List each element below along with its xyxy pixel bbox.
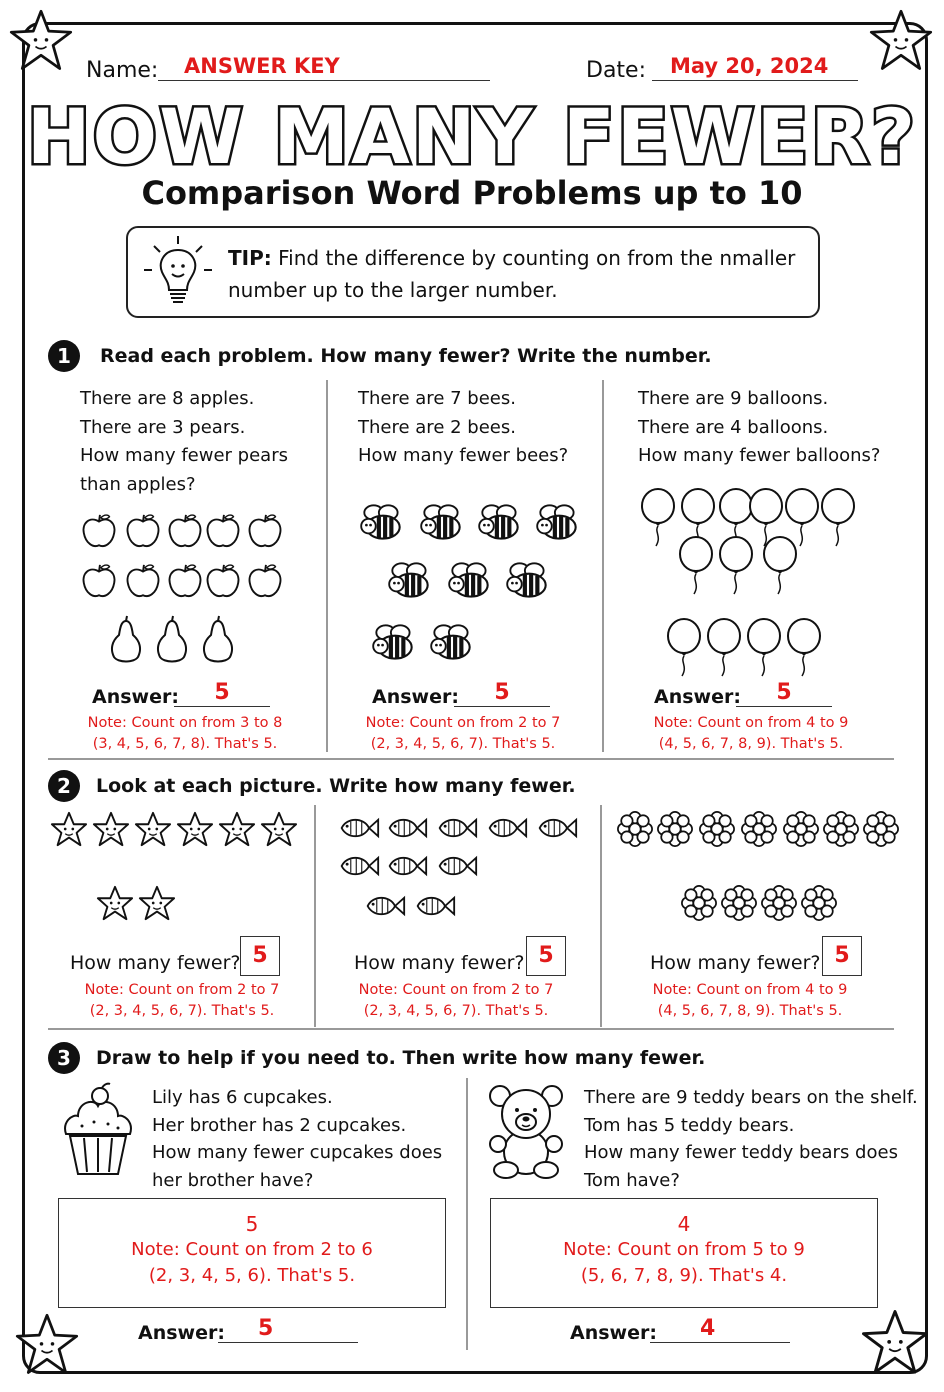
flower-icon — [698, 810, 736, 848]
how-many-fewer-label: How many fewer? — [70, 952, 241, 974]
name-field[interactable] — [158, 80, 490, 81]
tip-box — [126, 226, 820, 318]
apple-icon — [204, 512, 242, 550]
fish-icon — [386, 852, 428, 880]
problem-line: How many fewer bees? — [358, 445, 569, 466]
problem-1b-text — [358, 385, 568, 471]
answer-label: Answer: — [138, 1322, 225, 1344]
apple-icon — [80, 562, 118, 600]
how-many-fewer-label: How many fewer? — [650, 952, 821, 974]
problem-line: How many fewer teddy bears does — [584, 1142, 898, 1163]
answer-label: Answer: — [92, 686, 179, 708]
problem-line: There are 3 pears. — [80, 416, 246, 438]
flower-icon — [656, 810, 694, 848]
section-3-title: Draw to help if you need to. Then write how many fewer. — [96, 1047, 706, 1069]
page-title: HOW MANY FEWER? — [26, 92, 918, 181]
answer-field[interactable]: 5 — [454, 680, 550, 707]
note-line: (2, 3, 4, 5, 6, 7). That's 5. — [89, 1003, 275, 1019]
balloon-icon — [676, 536, 716, 596]
flower-icon — [782, 810, 820, 848]
note-line: (3, 4, 5, 6, 7, 8). That's 5. — [92, 736, 278, 752]
name-label: Name: — [86, 58, 159, 83]
flower-icon — [680, 884, 718, 922]
balloon-icon — [716, 536, 756, 596]
balloon-icon — [784, 618, 824, 678]
fish-icon — [486, 814, 528, 842]
bee-icon — [426, 622, 478, 664]
star-icon — [134, 810, 172, 848]
flower-icon — [740, 810, 778, 848]
flower-icon — [862, 810, 900, 848]
answer-box[interactable]: 5 — [240, 936, 280, 976]
apple-icon — [124, 512, 162, 550]
section-1-number: 1 — [48, 340, 80, 372]
date-field[interactable] — [652, 80, 858, 81]
fish-icon — [414, 892, 456, 920]
work-note-line: Note: Count on from 5 to 9 — [563, 1239, 805, 1260]
bee-icon — [444, 560, 496, 602]
teddy-bear-icon — [486, 1082, 566, 1178]
apple-icon — [246, 562, 284, 600]
divider — [48, 758, 894, 760]
problem-line: than apples? — [80, 473, 196, 495]
divider — [326, 380, 328, 752]
apple-icon — [166, 512, 204, 550]
answer-note — [326, 980, 586, 1022]
how-many-fewer-label: How many fewer? — [354, 952, 525, 974]
star-icon — [138, 884, 176, 922]
note-line: (2, 3, 4, 5, 6, 7). That's 5. — [370, 736, 556, 752]
problem-line: Lily has 6 cupcakes. — [152, 1087, 333, 1108]
work-box[interactable] — [490, 1198, 878, 1308]
work-answer: 4 — [677, 1212, 691, 1236]
note-line: Note: Count on from 2 to 7 — [84, 982, 280, 998]
fish-icon — [436, 814, 478, 842]
pear-icon — [152, 614, 192, 666]
balloon-icon — [704, 618, 744, 678]
pear-icon — [106, 614, 146, 666]
divider — [600, 805, 602, 1027]
problem-line: How many fewer balloons? — [638, 445, 881, 466]
apple-icon — [246, 512, 284, 550]
work-note-line: Note: Count on from 2 to 6 — [131, 1239, 373, 1260]
work-note-line: (5, 6, 7, 8, 9). That's 4. — [580, 1265, 788, 1286]
corner-star-bottom-right-icon — [860, 1308, 930, 1378]
note-line: (4, 5, 6, 7, 8, 9). That's 5. — [658, 736, 844, 752]
flower-icon — [616, 810, 654, 848]
section-1-title: Read each problem. How many fewer? Write the number. — [100, 345, 712, 367]
corner-star-bottom-left-icon — [14, 1312, 80, 1378]
problem-3b-text — [584, 1084, 918, 1194]
bee-icon — [368, 622, 420, 664]
balloon-icon — [638, 488, 678, 548]
tip-label: TIP: — [228, 246, 272, 270]
answer-note — [52, 980, 312, 1022]
corner-star-top-left-icon — [8, 8, 74, 74]
corner-star-top-right-icon — [868, 8, 934, 74]
problem-line: How many fewer pears — [80, 445, 288, 466]
problem-line: There are 9 balloons. — [638, 388, 829, 409]
apple-icon — [204, 562, 242, 600]
problem-line: Her brother has 2 cupcakes. — [152, 1114, 407, 1136]
apple-icon — [80, 512, 118, 550]
problem-1c-text — [638, 385, 881, 471]
tip-body: Find the difference by counting on from the nmaller number up to the larger number. — [228, 246, 796, 302]
answer-field[interactable]: 5 — [218, 1316, 358, 1343]
apple-icon — [166, 562, 204, 600]
fish-icon — [536, 814, 578, 842]
star-icon — [260, 810, 298, 848]
problem-line: Tom has 5 teddy bears. — [584, 1114, 795, 1136]
problem-line: There are 8 apples. — [80, 388, 255, 409]
balloon-icon — [760, 536, 800, 596]
tip-text — [228, 242, 798, 306]
answer-note — [626, 713, 876, 755]
answer-field[interactable]: 4 — [650, 1316, 790, 1343]
work-note-line: (2, 3, 4, 5, 6). That's 5. — [148, 1265, 356, 1286]
section-2-title: Look at each picture. Write how many fewer. — [96, 775, 576, 797]
note-line: (4, 5, 6, 7, 8, 9). That's 5. — [657, 1003, 843, 1019]
note-line: Note: Count on from 2 to 7 — [365, 715, 561, 731]
answer-note — [338, 713, 588, 755]
bee-icon — [502, 560, 554, 602]
work-answer: 5 — [245, 1212, 259, 1236]
balloon-icon — [664, 618, 704, 678]
star-icon — [96, 884, 134, 922]
note-line: (2, 3, 4, 5, 6, 7). That's 5. — [363, 1003, 549, 1019]
flower-icon — [822, 810, 860, 848]
problem-line: her brother have? — [152, 1169, 314, 1191]
divider — [602, 380, 604, 752]
date-value: May 20, 2024 — [670, 54, 829, 78]
pear-icon — [198, 614, 238, 666]
star-icon — [176, 810, 214, 848]
star-icon — [218, 810, 256, 848]
divider — [48, 1028, 894, 1030]
problem-3a-text — [152, 1084, 442, 1194]
answer-note — [620, 980, 880, 1022]
lightbulb-icon — [140, 234, 216, 310]
balloon-icon — [818, 488, 858, 548]
bee-icon — [384, 560, 436, 602]
page-subtitle: Comparison Word Problems up to 10 — [141, 174, 803, 212]
problem-line: There are 9 teddy bears on the shelf. — [584, 1087, 918, 1108]
star-icon — [92, 810, 130, 848]
answer-field[interactable]: 5 — [174, 680, 270, 707]
note-line: Note: Count on from 2 to 7 — [358, 982, 554, 998]
answer-box[interactable]: 5 — [822, 936, 862, 976]
problem-line: There are 4 balloons. — [638, 416, 829, 438]
fish-icon — [386, 814, 428, 842]
fish-icon — [364, 892, 406, 920]
divider — [314, 805, 316, 1027]
flower-icon — [800, 884, 838, 922]
bee-icon — [356, 502, 408, 544]
answer-label: Answer: — [372, 686, 459, 708]
note-line: Note: Count on from 4 to 9 — [653, 715, 849, 731]
bee-icon — [416, 502, 468, 544]
problem-line: There are 2 bees. — [358, 416, 516, 438]
flower-icon — [720, 884, 758, 922]
bee-icon — [474, 502, 526, 544]
divider — [466, 1078, 468, 1350]
note-line: Note: Count on from 4 to 9 — [652, 982, 848, 998]
problem-line: There are 7 bees. — [358, 388, 516, 409]
answer-field[interactable]: 5 — [736, 680, 832, 707]
date-label: Date: — [586, 58, 646, 83]
fish-icon — [338, 814, 380, 842]
fish-icon — [436, 852, 478, 880]
answer-label: Answer: — [570, 1322, 657, 1344]
fish-icon — [338, 852, 380, 880]
problem-1a-text — [80, 385, 288, 499]
answer-note — [60, 713, 310, 755]
note-line: Note: Count on from 3 to 8 — [87, 715, 283, 731]
name-value: ANSWER KEY — [184, 54, 340, 78]
problem-line: Tom have? — [584, 1169, 680, 1191]
cupcake-icon — [60, 1082, 136, 1178]
bee-icon — [532, 502, 584, 544]
balloon-icon — [744, 618, 784, 678]
answer-label: Answer: — [654, 686, 741, 708]
work-box[interactable] — [58, 1198, 446, 1308]
section-3-number: 3 — [48, 1042, 80, 1074]
apple-icon — [124, 562, 162, 600]
star-icon — [50, 810, 88, 848]
problem-line: How many fewer cupcakes does — [152, 1142, 443, 1163]
section-2-number: 2 — [48, 770, 80, 802]
flower-icon — [760, 884, 798, 922]
answer-box[interactable]: 5 — [526, 936, 566, 976]
